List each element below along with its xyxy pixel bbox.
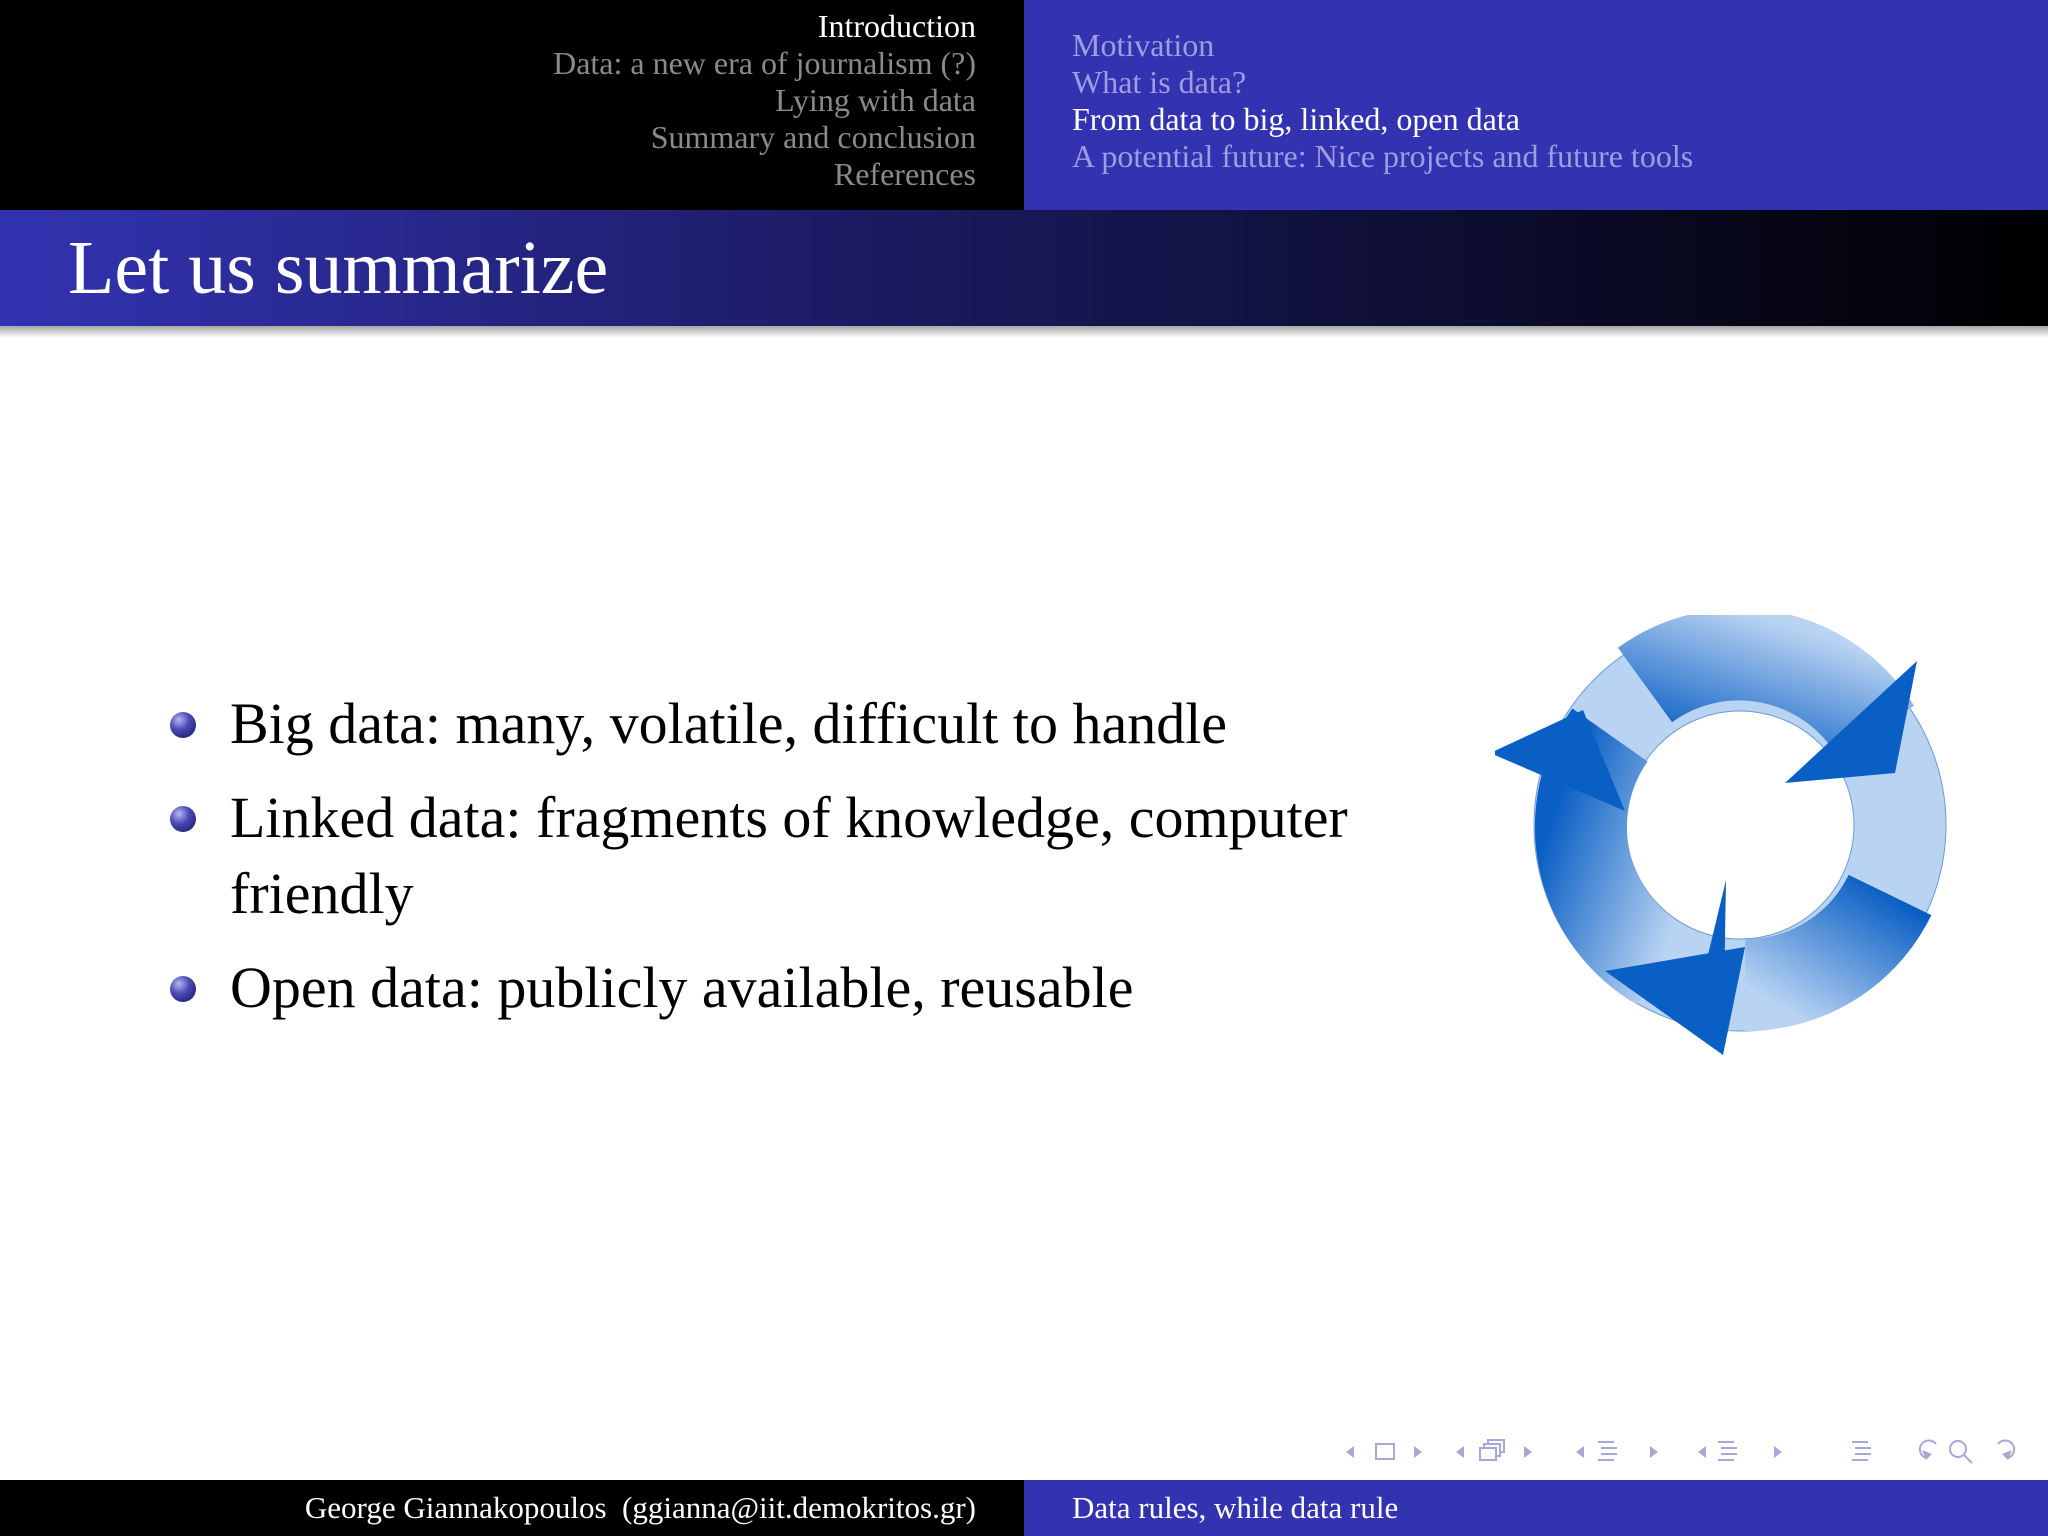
bullet-open-data: [168, 950, 1448, 1026]
bullet-text: Open data: publicly available, reusable: [230, 955, 1134, 1020]
next-section-icon[interactable]: [1774, 1446, 1782, 1458]
section-navigation: [0, 0, 1024, 210]
subsection-list: [1072, 27, 1693, 175]
frame-title-bar: [0, 210, 2048, 326]
next-slide-icon[interactable]: [1414, 1446, 1422, 1458]
bullet-big-data: [168, 686, 1448, 762]
cycle-arrows-icon: [1495, 615, 1955, 1075]
back-icon[interactable]: [1920, 1440, 1936, 1460]
section-list: [553, 8, 976, 193]
bullet-text: Big data: many, volatile, difficult to handle: [230, 691, 1228, 756]
section-lying-with-data[interactable]: Lying with data: [775, 82, 976, 118]
prev-frame-icon[interactable]: [1456, 1446, 1464, 1458]
prev-slide-icon[interactable]: [1346, 1446, 1354, 1458]
footer-author-box: [0, 1480, 1024, 1536]
prev-subsection-icon[interactable]: [1576, 1446, 1584, 1458]
frame-title: Let us summarize: [68, 226, 609, 310]
bullet-list: [168, 686, 1448, 1044]
bullet-ball-icon: [170, 806, 196, 832]
bullet-linked-data: [168, 780, 1448, 932]
footer-talk-title: Data rules, while data rule: [1072, 1490, 1399, 1525]
subsection-icon[interactable]: [1598, 1442, 1617, 1460]
subsection-potential-future[interactable]: A potential future: Nice projects and future tools: [1072, 138, 1694, 174]
section-introduction[interactable]: Introduction: [817, 8, 976, 44]
footer-author: George Giannakopoulos (ggianna@iit.demokritos.gr): [304, 1490, 976, 1525]
bullet-ball-icon: [170, 976, 196, 1002]
section-summary[interactable]: Summary and conclusion: [650, 119, 976, 155]
section-icon[interactable]: [1718, 1442, 1737, 1460]
slide-icon[interactable]: [1376, 1444, 1394, 1459]
forward-icon[interactable]: [1998, 1440, 2014, 1460]
footer-title-box: [1024, 1480, 2048, 1536]
subsection-navigation: [1024, 0, 2048, 210]
bullet-text: Linked data: fragments of knowledge, computer friendly: [230, 785, 1348, 926]
next-frame-icon[interactable]: [1524, 1446, 1532, 1458]
bullet-ball-icon: [170, 712, 196, 738]
subsection-motivation[interactable]: Motivation: [1072, 27, 1215, 63]
prev-section-icon[interactable]: [1698, 1446, 1706, 1458]
subsection-what-is-data[interactable]: What is data?: [1072, 64, 1247, 100]
section-data-new-era[interactable]: Data: a new era of journalism (?): [553, 45, 976, 81]
document-icon[interactable]: [1852, 1442, 1871, 1460]
section-references[interactable]: References: [833, 156, 976, 192]
search-icon[interactable]: [1950, 1441, 1972, 1463]
next-subsection-icon[interactable]: [1650, 1446, 1658, 1458]
title-shadow: [0, 326, 2048, 338]
frame-icon[interactable]: [1480, 1440, 1504, 1460]
subsection-big-linked-open[interactable]: From data to big, linked, open data: [1072, 101, 1520, 137]
beamer-navigation-symbols: [1336, 1434, 2036, 1470]
